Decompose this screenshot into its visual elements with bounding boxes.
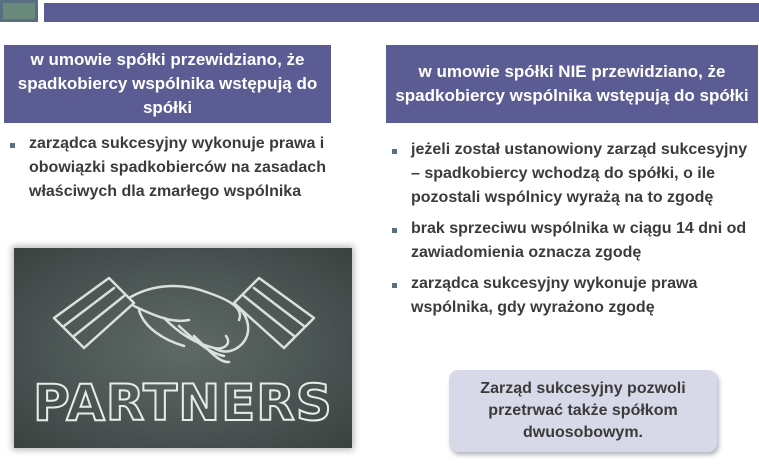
bullet-text: zarządca sukcesyjny wykonuje prawa i obowiązki spadkobierców na zasadach właściwych dla zmarłego wspólnika	[29, 135, 326, 200]
square-bullet-icon	[392, 283, 397, 288]
top-accent-inner	[3, 3, 35, 19]
left-bullet-list	[4, 132, 334, 204]
list-item	[386, 138, 758, 210]
top-accent-block	[0, 0, 38, 22]
right-bullet-list	[386, 138, 758, 327]
callout-box: Zarząd sukcesyjny pozwoli przetrwać także spółkom dwuosobowym.	[449, 370, 717, 452]
right-column-header: w umowie spółki NIE przewidziano, że spadkobiercy wspólnika wstępują do spółki	[386, 45, 758, 123]
handshake-icon	[14, 248, 352, 448]
square-bullet-icon	[392, 228, 397, 233]
list-item	[386, 272, 758, 320]
left-column-header: w umowie spółki przewidziano, że spadkobiercy wspólnika wstępują do spółki	[4, 45, 331, 123]
top-decorative-bar	[44, 3, 759, 22]
partners-chalkboard-image	[14, 248, 352, 448]
list-item	[386, 217, 758, 265]
bullet-text: brak sprzeciwu wspólnika w ciągu 14 dni od zawiadomienia oznacza zgodę	[411, 220, 747, 261]
partners-text: PARTNERS	[33, 374, 333, 432]
list-item	[4, 132, 334, 204]
square-bullet-icon	[392, 149, 397, 154]
bullet-text: zarządca sukcesyjny wykonuje prawa wspólnika, gdy wyrażono zgodę	[411, 275, 698, 316]
bullet-text: jeżeli został ustanowiony zarząd sukcesyjny – spadkobiercy wchodzą do spółki, o ile pozostali wspólnicy wyrażą na to zgodę	[411, 141, 748, 206]
square-bullet-icon	[10, 143, 15, 148]
